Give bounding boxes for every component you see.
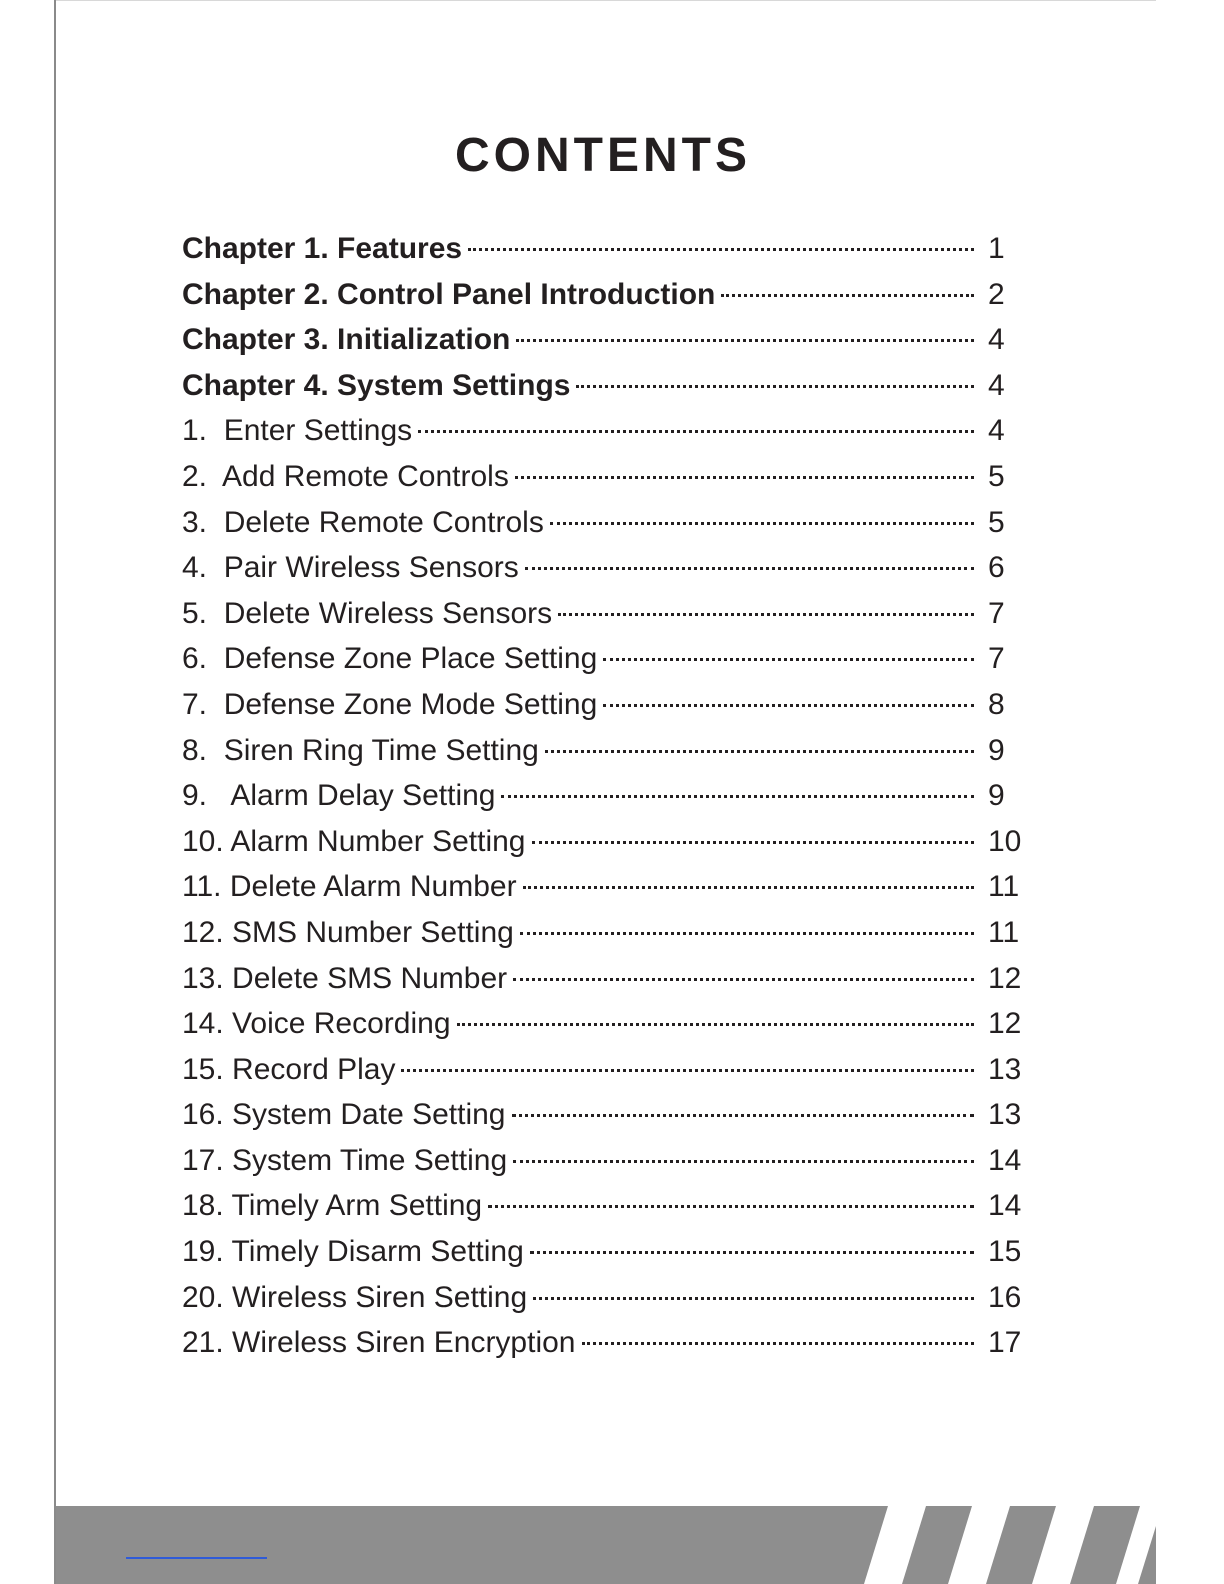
toc-entry-label: 15. Record Play — [182, 1052, 396, 1086]
page-left-edge — [54, 0, 56, 1584]
toc-entry-label: Chapter 4. System Settings — [182, 368, 571, 402]
footer-stripe — [1116, 1506, 1156, 1584]
page-title: CONTENTS — [455, 129, 751, 182]
toc-page-number: 12 — [988, 1007, 1022, 1041]
toc-chapter-entry[interactable] — [182, 317, 1032, 363]
toc-section-entry[interactable] — [182, 1092, 1032, 1138]
toc-page-number: 14 — [988, 1189, 1022, 1223]
toc-page-number: 4 — [988, 414, 1005, 448]
toc-entry-label: 2. Add Remote Controls — [182, 459, 509, 493]
toc-dot-leader — [525, 567, 974, 570]
toc-dot-leader — [488, 1205, 974, 1208]
toc-entry-label: 16. System Date Setting — [182, 1098, 506, 1132]
toc-entry-label: 20. Wireless Siren Setting — [182, 1280, 528, 1314]
toc-section-entry[interactable] — [182, 408, 1032, 454]
toc-section-entry[interactable] — [182, 1047, 1032, 1093]
footer-stripe — [948, 1506, 1010, 1584]
toc-section-entry[interactable] — [182, 956, 1032, 1002]
toc-page-number: 7 — [988, 642, 1005, 676]
toc-page-number: 16 — [988, 1280, 1022, 1314]
footer-stripes-graphic — [826, 1506, 1156, 1584]
toc-section-entry[interactable] — [182, 636, 1032, 682]
toc-section-entry[interactable] — [182, 545, 1032, 591]
page-top-edge — [54, 0, 1156, 1]
toc-page-number: 17 — [988, 1326, 1022, 1360]
toc-page-number: 9 — [988, 733, 1005, 767]
footer-bar — [56, 1506, 1156, 1584]
toc-dot-leader — [418, 430, 974, 433]
toc-entry-label: 4. Pair Wireless Sensors — [182, 551, 519, 585]
toc-entry-label: 18. Timely Arm Setting — [182, 1189, 483, 1223]
toc-section-entry[interactable] — [182, 1229, 1032, 1275]
toc-entry-label: 8. Siren Ring Time Setting — [182, 733, 539, 767]
toc-dot-leader — [513, 978, 974, 981]
footer-stripe — [864, 1506, 926, 1584]
toc-dot-leader — [457, 1023, 974, 1026]
toc-entry-label: 17. System Time Setting — [182, 1143, 508, 1177]
toc-dot-leader — [468, 248, 974, 251]
toc-section-entry[interactable] — [182, 454, 1032, 500]
toc-dot-leader — [513, 1160, 974, 1163]
toc-dot-leader — [401, 1069, 974, 1072]
toc-section-entry[interactable] — [182, 500, 1032, 546]
toc-entry-label: 13. Delete SMS Number — [182, 961, 508, 995]
toc-entry-label: Chapter 2. Control Panel Introduction — [182, 277, 716, 311]
toc-entry-label: 14. Voice Recording — [182, 1007, 451, 1041]
toc-chapter-entry[interactable] — [182, 363, 1032, 409]
toc-entry-label: 9. Alarm Delay Setting — [182, 779, 496, 813]
toc-dot-leader — [603, 658, 974, 661]
toc-dot-leader — [550, 522, 974, 525]
toc-page-number: 5 — [988, 459, 1005, 493]
toc-page-number: 4 — [988, 323, 1005, 357]
toc-section-entry[interactable] — [182, 1275, 1032, 1321]
toc-page-number: 11 — [988, 870, 1020, 904]
toc-page-number: 11 — [988, 915, 1020, 949]
toc-entry-label: 10. Alarm Number Setting — [182, 824, 526, 858]
toc-entry-label: 3. Delete Remote Controls — [182, 505, 544, 539]
toc-entry-label: 6. Defense Zone Place Setting — [182, 642, 598, 676]
toc-section-entry[interactable] — [182, 864, 1032, 910]
toc-dot-leader — [582, 1342, 975, 1345]
toc-page-number: 13 — [988, 1052, 1022, 1086]
toc-entry-label: 7. Defense Zone Mode Setting — [182, 687, 598, 721]
toc-entry-label: 21. Wireless Siren Encryption — [182, 1326, 576, 1360]
toc-chapter-entry[interactable] — [182, 226, 1032, 272]
toc-section-entry[interactable] — [182, 1183, 1032, 1229]
toc-page-number: 1 — [988, 232, 1005, 265]
toc-dot-leader — [532, 841, 975, 844]
toc-entry-label: 12. SMS Number Setting — [182, 915, 514, 949]
toc-entry-label: 11. Delete Alarm Number — [182, 870, 517, 904]
toc-section-entry[interactable] — [182, 1138, 1032, 1184]
toc-page-number: 7 — [988, 596, 1005, 630]
toc-entry-label: Chapter 3. Initialization — [182, 323, 511, 357]
toc-dot-leader — [558, 613, 974, 616]
toc-section-entry[interactable] — [182, 819, 1032, 865]
toc-page-number: 9 — [988, 779, 1005, 813]
toc-section-entry[interactable] — [182, 773, 1032, 819]
toc-dot-leader — [523, 886, 974, 889]
toc-page-number: 8 — [988, 687, 1005, 721]
toc-section-entry[interactable] — [182, 682, 1032, 728]
toc-page-number: 5 — [988, 505, 1005, 539]
toc-page-number: 14 — [988, 1143, 1022, 1177]
toc-page-number: 12 — [988, 961, 1022, 995]
toc-chapter-entry[interactable] — [182, 272, 1032, 318]
toc-section-entry[interactable] — [182, 1320, 1032, 1366]
toc-dot-leader — [515, 476, 974, 479]
toc-page-number: 10 — [988, 824, 1022, 858]
footer-stripe — [1032, 1506, 1094, 1584]
toc-dot-leader — [516, 339, 974, 342]
toc-dot-leader — [721, 294, 974, 297]
toc-page-number: 6 — [988, 551, 1005, 585]
footer-link-underline[interactable] — [126, 1557, 267, 1559]
toc-entry-label: 5. Delete Wireless Sensors — [182, 596, 553, 630]
toc-section-entry[interactable] — [182, 1001, 1032, 1047]
toc-dot-leader — [603, 704, 974, 707]
toc-dot-leader — [520, 932, 974, 935]
toc-page-number: 2 — [988, 277, 1005, 311]
toc-section-entry[interactable] — [182, 728, 1032, 774]
toc-dot-leader — [512, 1114, 975, 1117]
toc-dot-leader — [530, 1251, 974, 1254]
toc-entry-label: Chapter 1. Features — [182, 232, 463, 265]
toc-page-number: 4 — [988, 368, 1005, 402]
toc-page-number: 15 — [988, 1235, 1022, 1269]
toc-dot-leader — [533, 1297, 974, 1300]
toc-dot-leader — [576, 385, 974, 388]
toc-dot-leader — [501, 795, 974, 798]
table-of-contents — [182, 226, 1032, 1366]
toc-entry-label: 1. Enter Settings — [182, 414, 413, 448]
toc-entry-label: 19. Timely Disarm Setting — [182, 1235, 524, 1269]
toc-section-entry[interactable] — [182, 591, 1032, 637]
toc-dot-leader — [545, 750, 974, 753]
toc-section-entry[interactable] — [182, 910, 1032, 956]
toc-page-number: 13 — [988, 1098, 1022, 1132]
